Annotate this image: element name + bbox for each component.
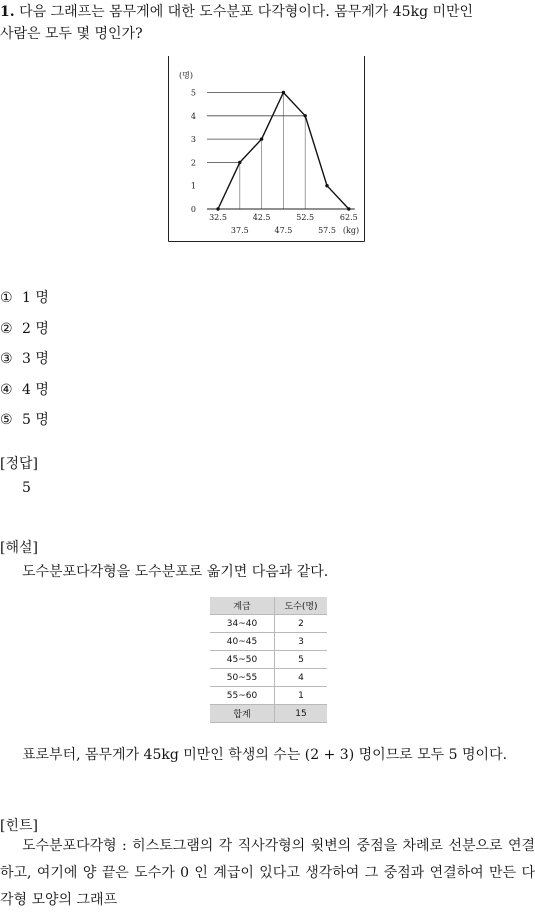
x-tick-label: 42.5 <box>252 213 271 222</box>
choice-mark: ② <box>0 321 13 337</box>
data-point <box>282 91 285 94</box>
question-text-1: 다음 그래프는 몸무게에 대한 도수분포 다각형이다. 몸무게가 45kg 미만인 <box>19 4 474 20</box>
data-point <box>347 207 350 210</box>
frequency-polygon-chart <box>168 56 365 242</box>
answer-label: [정답] <box>0 456 38 472</box>
choice-text: 5 명 <box>22 412 49 428</box>
table-total-label: 합계 <box>210 705 275 723</box>
data-point <box>260 137 263 140</box>
choice-text: 3 명 <box>22 351 49 367</box>
x-tick-label: 57.5 <box>318 226 336 235</box>
hint-label: [힌트] <box>0 818 38 834</box>
table-total-value: 15 <box>275 705 328 723</box>
answer-value: 5 <box>22 480 31 496</box>
x-tick-label: 62.5 <box>339 213 358 222</box>
hint-text: 도수분포다각형 : 히스토그램의 각 직사각형의 윗변의 중점을 차례로 선분으로 연결하고, 여기에 양 끝은 도수가 0 인 계급이 있다고 생각하여 그 중점과 연결하여 만든 다각형 모양의 그래프 <box>0 838 535 908</box>
table-cell-frequency: 5 <box>275 651 328 669</box>
question-line-1 <box>0 2 473 22</box>
data-point <box>238 161 241 164</box>
data-point <box>325 184 328 187</box>
explanation-intro: 도수분포다각형을 도수분포로 옮기면 다음과 같다. <box>22 564 329 580</box>
table-cell-class: 45~50 <box>210 651 275 669</box>
y-tick-label: 0 <box>190 205 196 214</box>
table-row <box>210 669 327 687</box>
table-cell-class: 55~60 <box>210 687 275 705</box>
choice-text: 4 명 <box>22 382 49 398</box>
data-point <box>304 114 307 117</box>
table-cell-class: 40~45 <box>210 633 275 651</box>
table-row <box>210 687 327 705</box>
table-row <box>210 651 327 669</box>
x-axis-unit: (kg) <box>342 226 360 235</box>
x-tick-label: 47.5 <box>274 226 293 235</box>
question-number: 1. <box>0 4 15 20</box>
table-cell-frequency: 4 <box>275 669 328 687</box>
choice-1[interactable] <box>0 288 49 308</box>
choice-mark: ⑤ <box>0 412 13 428</box>
table-row <box>210 633 327 651</box>
explanation-label: [해설] <box>0 540 38 556</box>
y-tick-label: 3 <box>190 135 196 145</box>
x-tick-label: 37.5 <box>230 226 249 235</box>
table-cell-frequency: 2 <box>275 615 328 633</box>
y-tick-label: 2 <box>190 158 196 168</box>
choice-mark: ④ <box>0 382 13 398</box>
table-cell-class: 50~55 <box>210 669 275 687</box>
x-tick-label: 32.5 <box>209 213 227 222</box>
choice-mark: ③ <box>0 351 13 367</box>
x-tick-label: 52.5 <box>296 213 315 222</box>
table-cell-class: 34~40 <box>210 615 275 633</box>
choice-5[interactable] <box>0 410 49 430</box>
choice-text: 2 명 <box>22 321 49 337</box>
data-point <box>216 207 219 210</box>
table-header-class: 계급 <box>210 597 275 615</box>
table-row <box>210 615 327 633</box>
frequency-table <box>210 597 327 723</box>
table-header-row <box>210 597 327 615</box>
y-tick-label: 1 <box>190 181 196 191</box>
y-tick-label: 4 <box>190 111 196 121</box>
choice-3[interactable] <box>0 349 49 369</box>
explanation-conclusion: 표로부터, 몸무게가 45kg 미만인 학생의 수는 (2 + 3) 명이므로 모두 5 명이다. <box>22 747 508 763</box>
question-text-2: 사람은 모두 몇 명인가? <box>0 26 143 42</box>
choice-mark: ① <box>0 290 13 306</box>
choice-2[interactable] <box>0 319 49 339</box>
table-cell-frequency: 3 <box>275 633 328 651</box>
table-cell-frequency: 1 <box>275 687 328 705</box>
y-axis-unit: (명) <box>179 71 193 80</box>
table-total-row <box>210 705 327 723</box>
table-header-frequency: 도수(명) <box>275 597 328 615</box>
choice-4[interactable] <box>0 380 49 400</box>
choice-text: 1 명 <box>22 290 49 306</box>
y-tick-label: 5 <box>190 88 196 98</box>
